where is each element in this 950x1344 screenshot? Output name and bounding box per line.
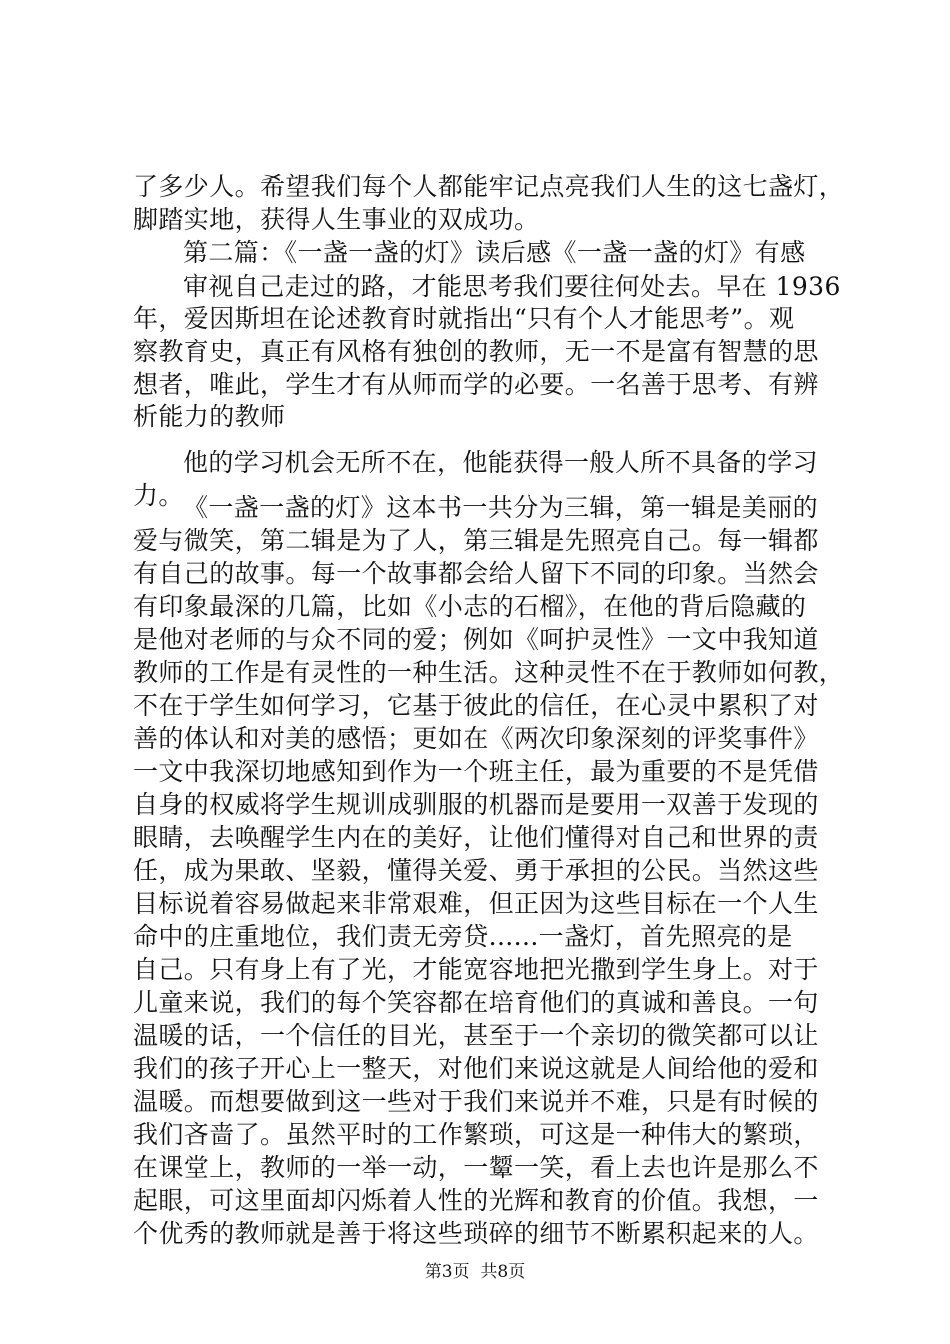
text-line: 眼睛，去唤醒学生内在的美好，让他们懂得对自己和世界的责 [133,823,819,852]
text-line: 自身的权威将学生规训成驯服的机器而是要用一双善于发现的 [133,790,819,819]
text-line: 一文中我深切地感知到作为一个班主任，最为重要的不是凭借 [133,757,819,786]
text-line: 个优秀的教师就是善于将这些琐碎的细节不断累积起来的人。 [133,1219,819,1248]
text-line: 自己。只有身上有了光，才能宽容地把光撒到学生身上。对于 [133,955,819,984]
text-line: 不在于学生如何学习，它基于彼此的信任，在心灵中累积了对 [133,691,819,720]
text-line: 命中的庄重地位，我们责无旁贷......一盏灯，首先照亮的是 [133,922,793,951]
text-line: 温暖。而想要做到这一些对于我们来说并不难，只是有时候的 [133,1087,819,1116]
text-line: 温暖的话，一个信任的目光，甚至于一个亲切的微笑都可以让 [133,1021,819,1050]
text-line: 在课堂上，教师的一举一动，一颦一笑，看上去也许是那么不 [133,1153,819,1182]
text-line: 我们吝啬了。虽然平时的工作繁琐，可这是一种伟大的繁琐， [133,1120,819,1149]
text-line: 目标说着容易做起来非常艰难，但正因为这些目标在一个人生 [133,889,819,918]
text-line: 是他对老师的与众不同的爱；例如《呵护灵性》一文中我知道 [133,625,819,654]
page-number-footer: 第3页 共8页 [424,1262,526,1282]
text-line: 了多少人。希望我们每个人都能牢记点亮我们人生的这七盏灯， [133,172,845,201]
text-line: 想者，唯此，学生才有从师而学的必要。一名善于思考、有辨 [133,370,819,399]
section-heading: 第二篇：《一盏一盏的灯》读后感《一盏一盏的灯》有感 [183,238,806,267]
text-line: 审视自己走过的路，才能思考我们要往何处去。早在 1936 [183,272,841,301]
text-line: 察教育史，真正有风格有独创的教师，无一不是富有智慧的思 [133,337,819,366]
text-line: 脚踏实地，获得人生事业的双成功。 [133,205,540,234]
text-line: 善的体认和对美的感悟；更如在《两次印象深刻的评奖事件》 [133,724,819,753]
text-line: 析能力的教师 [133,402,286,431]
text-line: 《一盏一盏的灯》这本书一共分为三辑，第一辑是美丽的 [183,493,819,522]
text-line: 力。 [133,481,184,510]
text-line: 我们的孩子开心上一整天，对他们来说这就是人间给他的爱和 [133,1054,819,1083]
text-line: 有印象最深的几篇，比如《小志的石榴》，在他的背后隐藏的 [133,592,807,621]
text-line: 有自己的故事。每一个故事都会给人留下不同的印象。当然会 [133,559,819,588]
text-line: 他的学习机会无所不在，他能获得一般人所不具备的学习 [183,448,819,477]
text-line: 儿童来说，我们的每个笑容都在培育他们的真诚和善良。一句 [133,988,819,1017]
text-line: 爱与微笑，第二辑是为了人，第三辑是先照亮自己。每一辑都 [133,526,819,555]
text-line: 起眼，可这里面却闪烁着人性的光辉和教育的价值。我想，一 [133,1186,819,1215]
text-line: 年，爱因斯坦在论述教育时就指出“只有个人才能思考”。观 [133,304,795,333]
text-line: 任，成为果敢、坚毅，懂得关爱、勇于承担的公民。当然这些 [133,856,819,885]
text-line: 教师的工作是有灵性的一种生活。这种灵性不在于教师如何教， [133,658,845,687]
